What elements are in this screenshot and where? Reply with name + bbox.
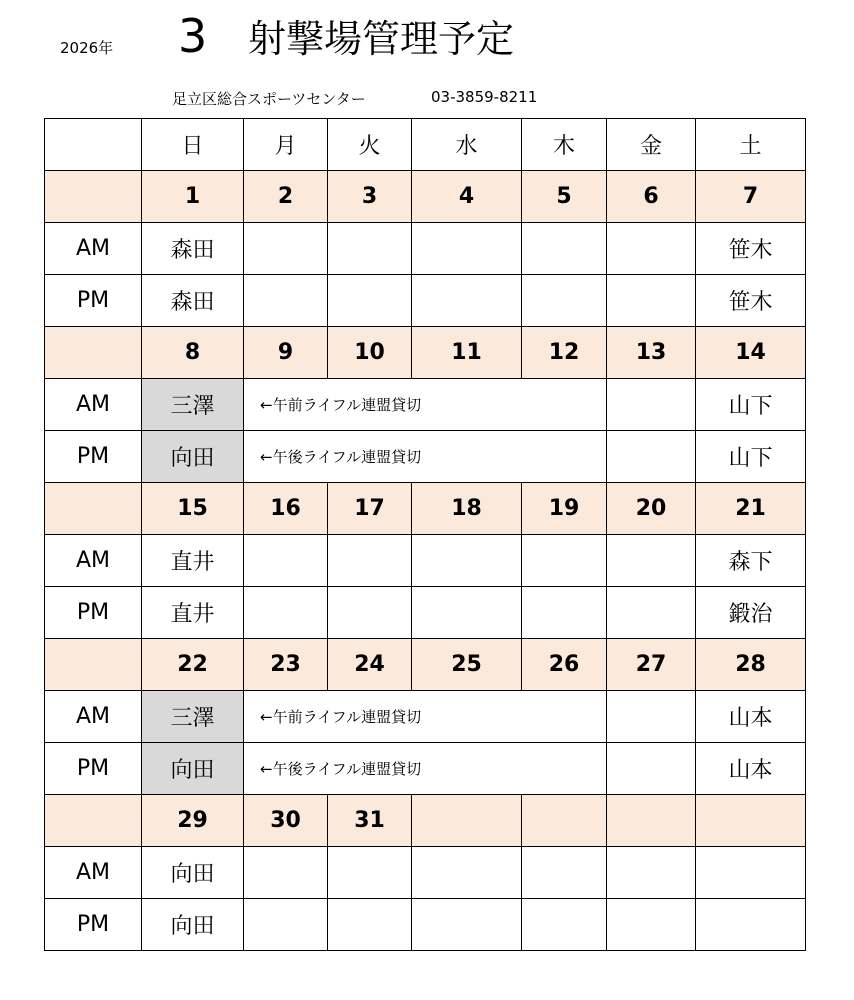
phone-number: 03-3859-8211 [431, 88, 538, 106]
weekday-mon: 月 [244, 119, 328, 171]
month-number: 3 [178, 9, 208, 63]
assignee-cell [522, 275, 607, 327]
date-cell [45, 639, 142, 691]
assignee-cell [522, 691, 607, 743]
assignee-cell: 向田 [142, 743, 244, 795]
assignee-cell: 笹木 [696, 275, 806, 327]
am-row [45, 223, 806, 275]
pm-row [45, 587, 806, 639]
date-cell: 27 [607, 639, 696, 691]
date-cell: 16 [244, 483, 328, 535]
date-row [45, 639, 806, 691]
date-cell [522, 795, 607, 847]
date-cell: 6 [607, 171, 696, 223]
assignee-cell [244, 899, 328, 951]
assignee-cell [328, 847, 412, 899]
assignee-cell [607, 587, 696, 639]
date-cell: 28 [696, 639, 806, 691]
assignee-cell [412, 275, 522, 327]
date-cell [412, 795, 522, 847]
assignee-cell [244, 847, 328, 899]
pm-label: PM [45, 899, 142, 951]
assignee-cell [522, 587, 607, 639]
date-cell: 19 [522, 483, 607, 535]
date-cell [45, 483, 142, 535]
assignee-cell [244, 535, 328, 587]
weekday-thu: 木 [522, 119, 607, 171]
assignee-cell: 直井 [142, 587, 244, 639]
venue-name: 足立区総合スポーツセンター [172, 90, 366, 108]
assignee-cell [607, 691, 696, 743]
date-cell: 15 [142, 483, 244, 535]
date-cell: 8 [142, 327, 244, 379]
date-cell: 29 [142, 795, 244, 847]
assignee-cell [607, 535, 696, 587]
am-label: AM [45, 379, 142, 431]
date-cell: 20 [607, 483, 696, 535]
reservation-note: ←午後ライフル連盟貸切 [244, 431, 522, 483]
year-label: 2026年 [60, 39, 114, 57]
date-row [45, 171, 806, 223]
assignee-cell: 鍛治 [696, 587, 806, 639]
assignee-cell [607, 223, 696, 275]
date-cell: 12 [522, 327, 607, 379]
assignee-cell: 森下 [696, 535, 806, 587]
am-label: AM [45, 223, 142, 275]
assignee-cell [328, 223, 412, 275]
weekday-sat: 土 [696, 119, 806, 171]
assignee-cell [522, 899, 607, 951]
weekday-fri: 金 [607, 119, 696, 171]
date-cell: 26 [522, 639, 607, 691]
date-row [45, 483, 806, 535]
assignee-cell: 直井 [142, 535, 244, 587]
reservation-note: ←午前ライフル連盟貸切 [244, 691, 522, 743]
weekday-header-row [45, 119, 806, 171]
am-label: AM [45, 691, 142, 743]
assignee-cell: 三澤 [142, 379, 244, 431]
assignee-cell [607, 743, 696, 795]
assignee-cell [522, 743, 607, 795]
date-cell [45, 795, 142, 847]
date-cell: 11 [412, 327, 522, 379]
pm-label: PM [45, 587, 142, 639]
date-cell: 3 [328, 171, 412, 223]
weekday-sun: 日 [142, 119, 244, 171]
date-cell: 14 [696, 327, 806, 379]
assignee-cell: 森田 [142, 275, 244, 327]
date-cell: 4 [412, 171, 522, 223]
assignee-cell [607, 431, 696, 483]
assignee-cell: 山下 [696, 379, 806, 431]
weekday-wed: 水 [412, 119, 522, 171]
am-row [45, 691, 806, 743]
assignee-cell [412, 587, 522, 639]
assignee-cell [522, 223, 607, 275]
date-cell [696, 795, 806, 847]
assignee-cell [244, 223, 328, 275]
date-cell: 23 [244, 639, 328, 691]
assignee-cell [328, 587, 412, 639]
assignee-cell: 三澤 [142, 691, 244, 743]
date-cell: 2 [244, 171, 328, 223]
date-cell: 31 [328, 795, 412, 847]
assignee-cell [607, 899, 696, 951]
reservation-note: ←午前ライフル連盟貸切 [244, 379, 522, 431]
am-label: AM [45, 535, 142, 587]
assignee-cell [522, 847, 607, 899]
assignee-cell [412, 847, 522, 899]
pm-row [45, 431, 806, 483]
assignee-cell [522, 535, 607, 587]
date-row [45, 327, 806, 379]
pm-label: PM [45, 431, 142, 483]
assignee-cell: 森田 [142, 223, 244, 275]
reservation-note: ←午後ライフル連盟貸切 [244, 743, 522, 795]
assignee-cell [412, 223, 522, 275]
assignee-cell [328, 535, 412, 587]
date-row [45, 795, 806, 847]
assignee-cell [522, 379, 607, 431]
assignee-cell: 笹木 [696, 223, 806, 275]
assignee-cell [244, 275, 328, 327]
pm-row [45, 275, 806, 327]
assignee-cell: 向田 [142, 431, 244, 483]
date-cell: 24 [328, 639, 412, 691]
date-cell: 10 [328, 327, 412, 379]
assignee-cell [522, 431, 607, 483]
assignee-cell: 山本 [696, 743, 806, 795]
assignee-cell [328, 899, 412, 951]
assignee-cell: 向田 [142, 847, 244, 899]
pm-row [45, 899, 806, 951]
assignee-cell [412, 535, 522, 587]
date-cell: 5 [522, 171, 607, 223]
date-cell: 9 [244, 327, 328, 379]
assignee-cell [607, 379, 696, 431]
date-cell: 1 [142, 171, 244, 223]
date-cell: 25 [412, 639, 522, 691]
assignee-cell [244, 587, 328, 639]
date-cell: 21 [696, 483, 806, 535]
date-cell [45, 327, 142, 379]
assignee-cell [607, 847, 696, 899]
am-row [45, 847, 806, 899]
assignee-cell [328, 275, 412, 327]
assignee-cell: 山下 [696, 431, 806, 483]
pm-label: PM [45, 275, 142, 327]
am-row [45, 535, 806, 587]
assignee-cell [607, 275, 696, 327]
am-label: AM [45, 847, 142, 899]
assignee-cell [696, 847, 806, 899]
date-cell: 13 [607, 327, 696, 379]
assignee-cell: 向田 [142, 899, 244, 951]
assignee-cell [696, 899, 806, 951]
assignee-cell: 山本 [696, 691, 806, 743]
weekday-tue: 火 [328, 119, 412, 171]
date-cell [607, 795, 696, 847]
date-cell: 30 [244, 795, 328, 847]
date-cell: 18 [412, 483, 522, 535]
date-cell [45, 171, 142, 223]
am-row [45, 379, 806, 431]
assignee-cell [412, 899, 522, 951]
date-cell: 17 [328, 483, 412, 535]
page-title: 射撃場管理予定 [248, 17, 515, 61]
date-cell: 7 [696, 171, 806, 223]
schedule-table [44, 118, 806, 951]
header-corner-cell [45, 119, 142, 171]
pm-label: PM [45, 743, 142, 795]
pm-row [45, 743, 806, 795]
date-cell: 22 [142, 639, 244, 691]
